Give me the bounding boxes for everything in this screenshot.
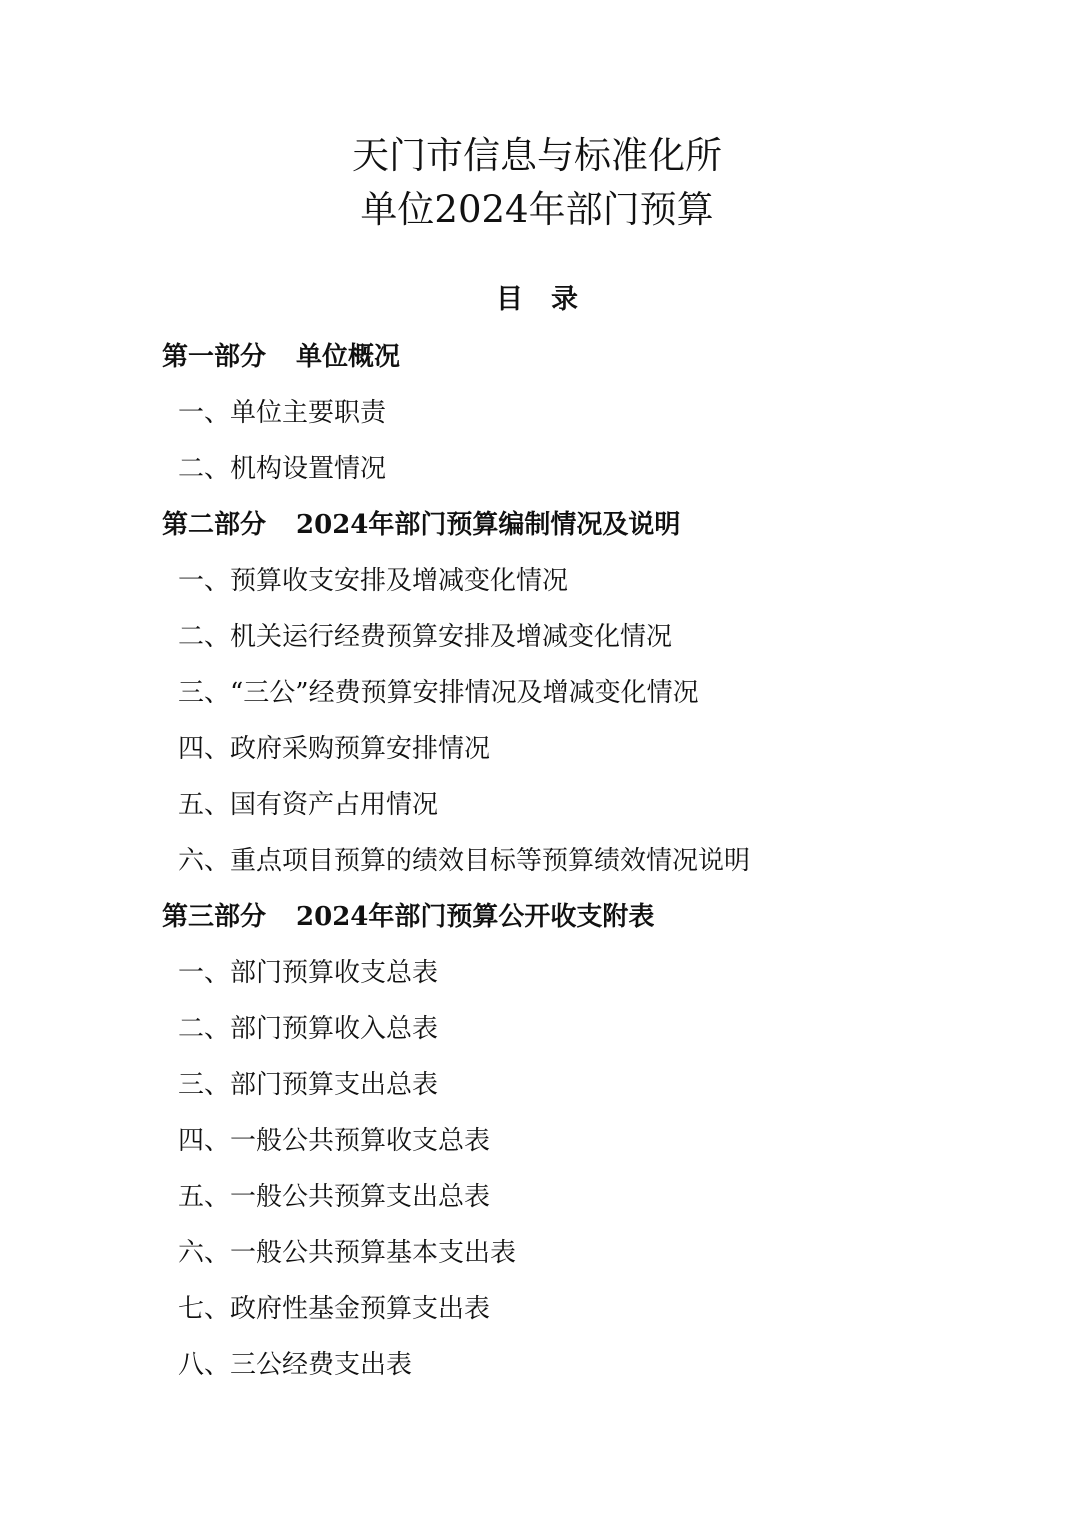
toc-item[interactable]: 三、部门预算支出总表 (178, 1070, 439, 1100)
toc-part-label: 第二部分 (162, 510, 267, 540)
toc-part-label: 第一部分 (162, 342, 267, 372)
document-title-line-1: 天门市信息与标准化所 (352, 134, 722, 177)
toc-item[interactable]: 二、机构设置情况 (178, 454, 387, 484)
toc-item[interactable]: 二、部门预算收入总表 (178, 1014, 439, 1044)
toc-heading-char-1: 目 (496, 284, 523, 315)
toc-part-title: 2024年部门预算公开收支附表 (296, 902, 655, 932)
toc-item[interactable]: 二、机关运行经费预算安排及增减变化情况 (178, 622, 673, 652)
toc-item[interactable]: 五、国有资产占用情况 (178, 790, 439, 820)
toc-item[interactable]: 五、一般公共预算支出总表 (178, 1182, 491, 1212)
toc-item[interactable]: 一、部门预算收支总表 (178, 958, 439, 988)
toc-item[interactable]: 一、预算收支安排及增减变化情况 (178, 566, 569, 596)
toc-item[interactable]: 四、政府采购预算安排情况 (178, 734, 491, 764)
toc-part-label: 第三部分 (162, 902, 267, 932)
toc-part-1[interactable] (162, 340, 400, 374)
document-title-line-2: 单位2024年部门预算 (360, 188, 714, 231)
toc-item[interactable]: 八、三公经费支出表 (178, 1350, 413, 1380)
toc-part-3[interactable] (162, 900, 654, 934)
toc-item[interactable]: 四、一般公共预算收支总表 (178, 1126, 491, 1156)
toc-part-title: 单位概况 (296, 342, 401, 372)
toc-item[interactable]: 三、“三公”经费预算安排情况及增减变化情况 (178, 678, 699, 708)
toc-item[interactable]: 一、单位主要职责 (178, 398, 387, 428)
toc-heading-char-2: 录 (551, 284, 578, 315)
toc-item[interactable]: 六、一般公共预算基本支出表 (178, 1238, 517, 1268)
toc-item[interactable]: 七、政府性基金预算支出表 (178, 1294, 491, 1324)
toc-part-2[interactable] (162, 508, 680, 542)
toc-item[interactable]: 六、重点项目预算的绩效目标等预算绩效情况说明 (178, 846, 751, 876)
toc-part-title: 2024年部门预算编制情况及说明 (296, 510, 681, 540)
